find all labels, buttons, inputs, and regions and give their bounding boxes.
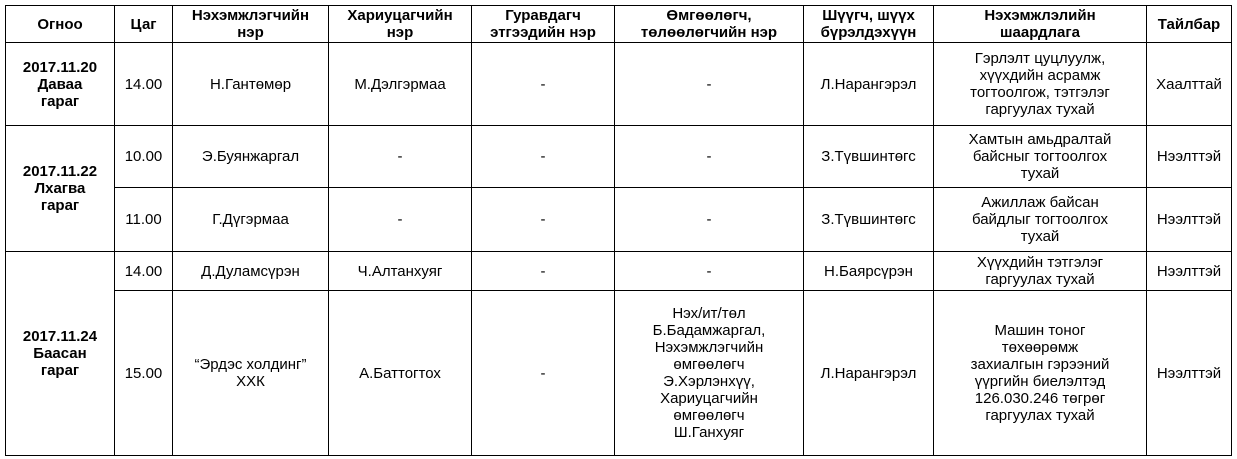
header-lawyer: Өмгөөлөгч, төлөөлөгчийн нэр [615, 6, 804, 43]
note-cell: Нээлттэй [1147, 291, 1232, 456]
table-row [6, 252, 1232, 291]
plaintiff-cell: Г.Дүгэрмаа [173, 188, 329, 252]
third-party-cell: - [472, 188, 615, 252]
time-cell: 11.00 [115, 188, 173, 252]
defendant-cell: М.Дэлгэрмаа [329, 43, 472, 126]
lawyer-cell: - [615, 252, 804, 291]
note-cell: Нээлттэй [1147, 252, 1232, 291]
note-cell: Хаалттай [1147, 43, 1232, 126]
table-row [6, 291, 1232, 456]
date-cell: 2017.11.20 Даваа гараг [6, 43, 115, 126]
court-schedule-table [5, 5, 1232, 456]
header-row [6, 6, 1232, 43]
plaintiff-cell: Д.Дуламсүрэн [173, 252, 329, 291]
date-cell: 2017.11.24 Баасан гараг [6, 252, 115, 456]
header-time: Цаг [115, 6, 173, 43]
header-date: Огноо [6, 6, 115, 43]
defendant-cell: А.Баттогтох [329, 291, 472, 456]
third-party-cell: - [472, 291, 615, 456]
note-cell: Нээлттэй [1147, 126, 1232, 188]
header-note: Тайлбар [1147, 6, 1232, 43]
plaintiff-cell: Н.Гантөмөр [173, 43, 329, 126]
header-judge: Шүүгч, шүүх бүрэлдэхүүн [804, 6, 934, 43]
judge-cell: Л.Нарангэрэл [804, 291, 934, 456]
lawyer-cell: - [615, 43, 804, 126]
claim-cell: Гэрлэлт цуцлуулж, хүүхдийн асрамж тогтоолгож, тэтгэлэг гаргуулах тухай [934, 43, 1147, 126]
plaintiff-cell: Э.Буянжаргал [173, 126, 329, 188]
judge-cell: З.Түвшинтөгс [804, 126, 934, 188]
defendant-cell: - [329, 126, 472, 188]
claim-cell: Ажиллаж байсан байдлыг тогтоолгох тухай [934, 188, 1147, 252]
judge-cell: З.Түвшинтөгс [804, 188, 934, 252]
third-party-cell: - [472, 43, 615, 126]
header-claim: Нэхэмжлэлийн шаардлага [934, 6, 1147, 43]
time-cell: 10.00 [115, 126, 173, 188]
note-cell: Нээлттэй [1147, 188, 1232, 252]
table-row [6, 126, 1232, 188]
header-third-party: Гуравдагч этгээдийн нэр [472, 6, 615, 43]
time-cell: 14.00 [115, 43, 173, 126]
time-cell: 14.00 [115, 252, 173, 291]
lawyer-cell: - [615, 188, 804, 252]
lawyer-cell: Нэх/ит/төл Б.Бадамжаргал, Нэхэмжлэгчийн өмгөөлөгч Э.Хэрлэнхүү, Хариуцагчийн өмгөөлөгч Ш.Ганхуяг [615, 291, 804, 456]
defendant-cell: - [329, 188, 472, 252]
judge-cell: Н.Баярсүрэн [804, 252, 934, 291]
claim-cell: Хүүхдийн тэтгэлэг гаргуулах тухай [934, 252, 1147, 291]
table-row [6, 188, 1232, 252]
time-cell: 15.00 [115, 291, 173, 456]
claim-cell: Машин тоног төхөөрөмж захиалгын гэрээний үүргийн биелэлтэд 126.030.246 төгрөг гаргуулах тухай [934, 291, 1147, 456]
defendant-cell: Ч.Алтанхуяг [329, 252, 472, 291]
table-row [6, 43, 1232, 126]
claim-cell: Хамтын амьдралтай байсныг тогтоолгох тухай [934, 126, 1147, 188]
header-defendant: Хариуцагчийн нэр [329, 6, 472, 43]
date-cell: 2017.11.22 Лхагва гараг [6, 126, 115, 252]
third-party-cell: - [472, 252, 615, 291]
header-plaintiff: Нэхэмжлэгчийн нэр [173, 6, 329, 43]
plaintiff-cell: “Эрдэс холдинг” ХХК [173, 291, 329, 456]
lawyer-cell: - [615, 126, 804, 188]
judge-cell: Л.Нарангэрэл [804, 43, 934, 126]
third-party-cell: - [472, 126, 615, 188]
